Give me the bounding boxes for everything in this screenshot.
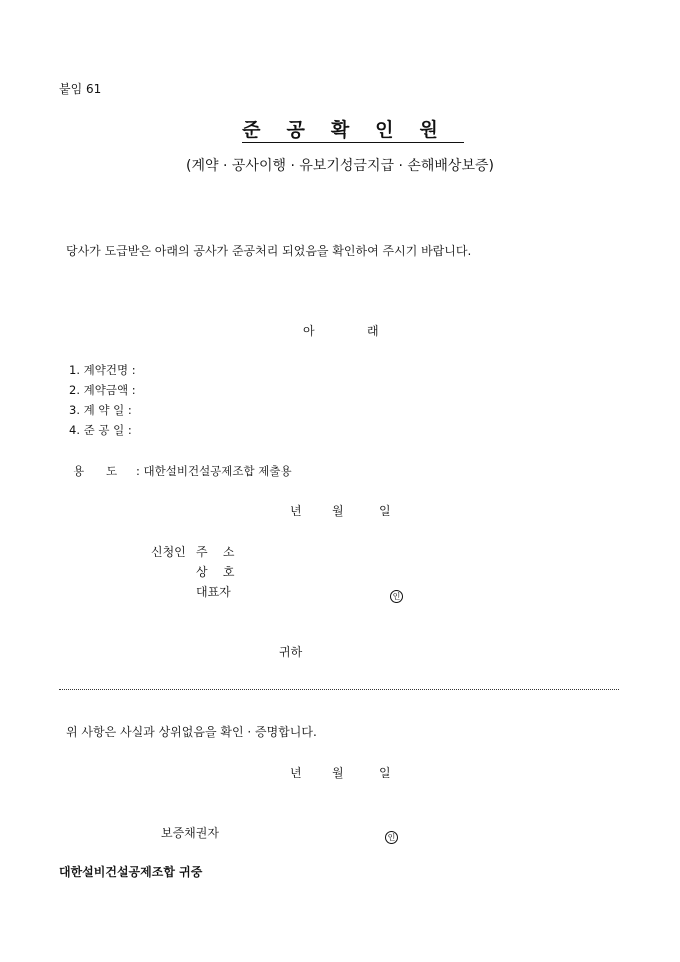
document-title-text: 준공확인원 <box>242 119 464 141</box>
date2-month: 월 <box>332 766 344 780</box>
item-contract-date: 3. 계 약 일 : <box>69 403 132 417</box>
applicant-seal-icon <box>390 584 403 603</box>
addressee: 귀하 <box>279 645 303 659</box>
item-contract-amount: 2. 계약금액 : <box>69 383 136 397</box>
document-title <box>0 119 680 143</box>
date1-month: 월 <box>332 504 344 518</box>
below-heading-right: 래 <box>367 324 379 338</box>
applicant-address-label: 주 소 <box>196 545 235 559</box>
document-subtitle: (계약 · 공사이행 · 유보기성금지급 · 손해배상보증) <box>186 158 494 174</box>
separator-line <box>59 689 619 690</box>
applicant-representative-label: 대표자 <box>196 585 231 599</box>
creditor-seal-icon <box>385 825 398 844</box>
applicant-seal-mark: 인 <box>390 590 403 603</box>
intro-text: 당사가 도급받은 아래의 공사가 준공처리 되었음을 확인하여 주시기 바랍니다. <box>66 244 472 258</box>
applicant-label: 신청인 <box>151 545 186 559</box>
date2-year: 년 <box>290 766 302 780</box>
date2-day: 일 <box>379 766 391 780</box>
item-contract-name: 1. 계약건명 : <box>69 363 136 377</box>
applicant-company-label: 상 호 <box>196 565 235 579</box>
below-heading-left: 아 <box>303 324 315 338</box>
date1-year: 년 <box>290 504 302 518</box>
confirm-text: 위 사항은 사실과 상위없음을 확인 · 증명합니다. <box>66 725 317 739</box>
item-completion-date: 4. 준 공 일 : <box>69 423 132 437</box>
footer-recipient: 대한설비건설공제조합 귀중 <box>59 865 203 879</box>
attachment-label: 붙임 61 <box>59 82 102 96</box>
date1-day: 일 <box>379 504 391 518</box>
purpose-value: : 대한설비건설공제조합 제출용 <box>136 464 292 478</box>
creditor-seal-mark: 인 <box>385 831 398 844</box>
creditor-label: 보증채권자 <box>161 826 219 840</box>
purpose-label: 용 도 <box>73 464 118 478</box>
